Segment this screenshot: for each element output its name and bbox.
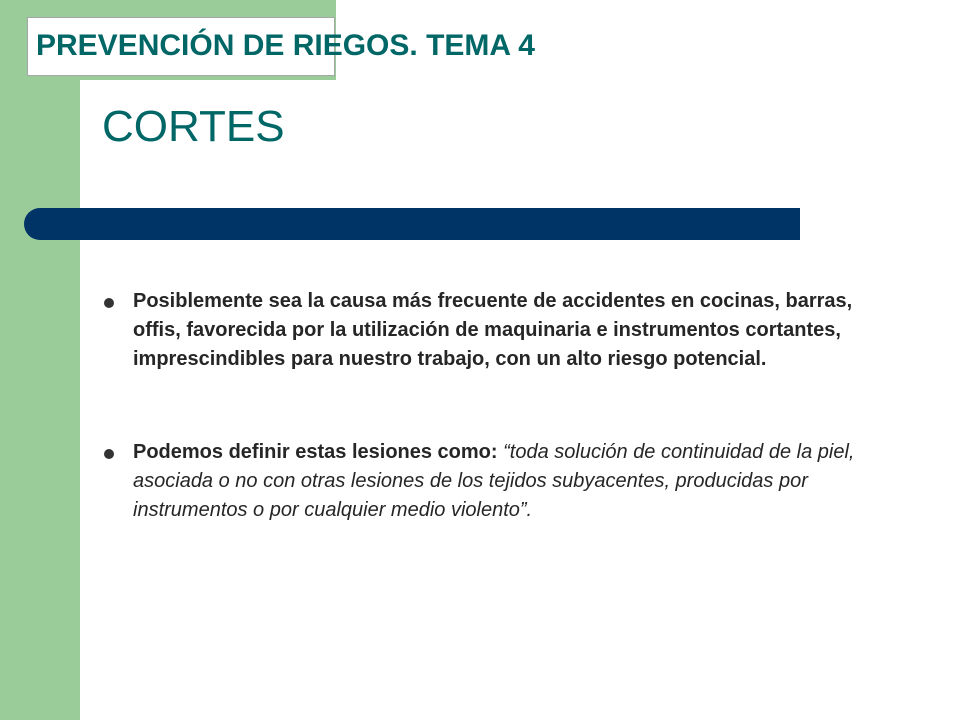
bullet-text: Posiblemente sea la causa más frecuente de accidentes en cocinas, barras, offis, favorecida por la utilización de maquinaria e instrumentos cortantes, imprescindibles para nuestro trabajo, con un alto riesgo potencial.: [133, 290, 853, 370]
bullet-quote: “toda solución de continuidad de la piel, asociada o no con otras lesiones de los tejidos subyacentes, producidas por instrumentos o por cualquier medio violento”.: [133, 441, 855, 521]
header-title: PREVENCIÓN DE RIEGOS. TEMA 4: [36, 29, 535, 62]
title-divider-bar: [24, 208, 800, 240]
bullet-text: [133, 438, 873, 525]
bullet-icon: [104, 298, 114, 308]
slide-title: CORTES: [102, 102, 285, 151]
left-green-bar: [0, 0, 80, 720]
bullet-lead: Podemos definir estas lesiones como:: [133, 441, 504, 463]
bullet-icon: [104, 449, 114, 459]
